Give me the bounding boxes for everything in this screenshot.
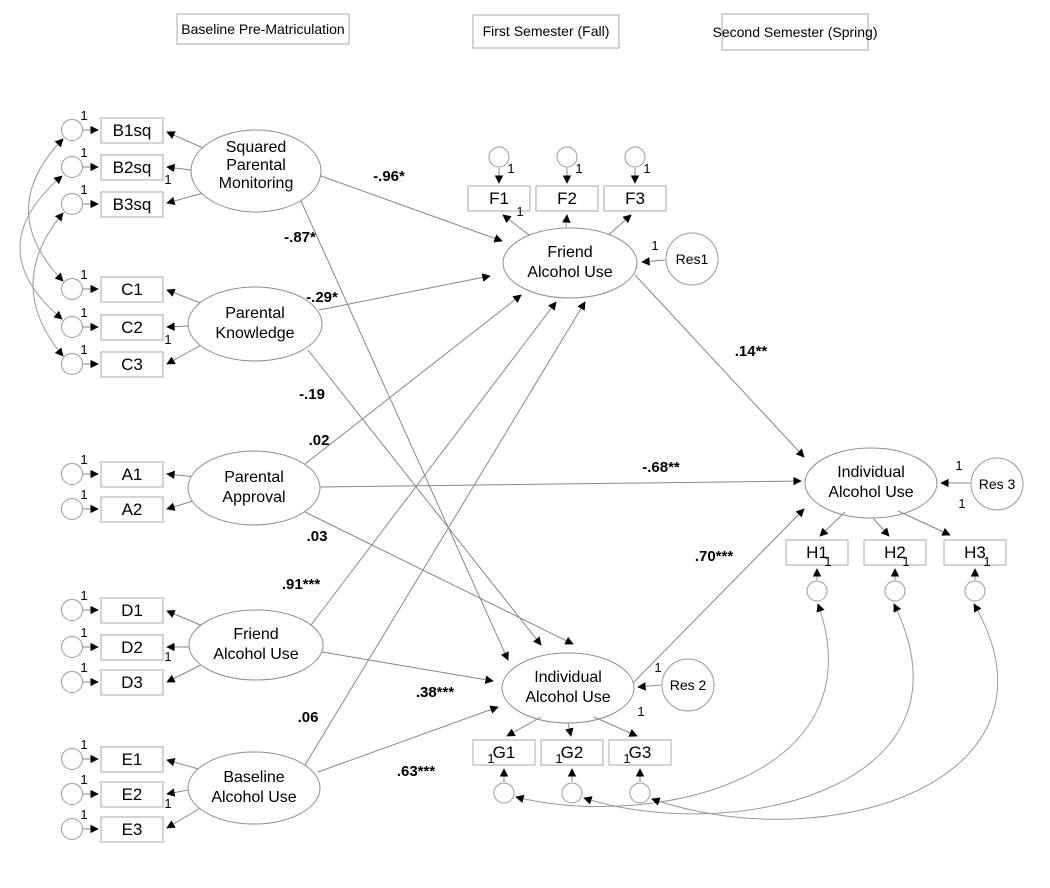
path-pa-to-fau xyxy=(305,295,521,464)
error-circle-a2 xyxy=(62,499,83,520)
indicator-e1-label: E1 xyxy=(121,750,143,769)
loading-spm-b3sq xyxy=(167,193,203,203)
iau-label-line1: Individual xyxy=(534,669,602,686)
error-circle-f3 xyxy=(625,147,645,167)
loading-pk-c2 xyxy=(167,326,188,327)
error-circle-h2 xyxy=(885,581,905,601)
error-circle-e1 xyxy=(62,749,83,770)
path-fau-to-iau2 xyxy=(635,275,804,457)
error-weight-g2: 1 xyxy=(555,751,563,766)
indicators-c xyxy=(62,267,204,377)
pk-label-line2: Knowledge xyxy=(215,325,295,342)
coef-faub-to-iau: .38*** xyxy=(415,684,455,701)
timeline-headers xyxy=(177,14,877,50)
coef-pa-to-iau: .03 xyxy=(306,528,328,545)
error-weight-g3: 1 xyxy=(623,751,631,766)
res3-weight: 1 xyxy=(955,458,963,473)
header-fall: First Semester (Fall) xyxy=(482,23,610,39)
error-weight-c1: 1 xyxy=(80,267,88,282)
error-circle-d3 xyxy=(62,672,83,693)
error-circle-d2 xyxy=(62,637,83,658)
error-circle-c3 xyxy=(62,354,83,375)
coef-pk-to-fau: -.29* xyxy=(306,289,338,306)
path-spm-to-iau xyxy=(301,201,508,660)
indicator-b3sq-label: B3sq xyxy=(112,195,152,214)
error-weight-f1: 1 xyxy=(507,161,515,176)
loading-pk-c1 xyxy=(167,290,203,304)
error-weight-d3: 1 xyxy=(80,660,88,675)
coef-bau-to-fau: .06 xyxy=(297,709,319,726)
pk-label-line1: Parental xyxy=(225,305,285,322)
indicator-c2-label: C2 xyxy=(121,318,143,337)
error-circle-e3 xyxy=(62,819,83,840)
cov-g3err-h3err xyxy=(652,604,998,819)
error-weight-h1: 1 xyxy=(824,554,832,569)
cov-b3err-c3err xyxy=(33,213,63,356)
indicator-d1-label: D1 xyxy=(121,601,143,620)
indicator-e3-label: E3 xyxy=(121,820,143,839)
error-weight-f3: 1 xyxy=(643,161,651,176)
latent-friend-alcohol-use-baseline xyxy=(189,610,323,680)
error-weight-a2: 1 xyxy=(80,487,88,502)
faub-label-line2: Alcohol Use xyxy=(213,646,299,663)
bau-label-line2: Alcohol Use xyxy=(211,789,297,806)
loading-bau-e1 xyxy=(167,760,202,770)
latent-parental-approval xyxy=(188,451,320,525)
loading-iau-g3 xyxy=(594,717,637,736)
indicator-f2-label: F2 xyxy=(557,189,577,208)
path-pk-to-fau xyxy=(319,276,490,310)
coef-pk-to-iau: -.19 xyxy=(299,386,325,403)
indicator-h1-label: H1 xyxy=(806,543,828,562)
indicator-b1sq-label: B1sq xyxy=(112,121,152,140)
error-weight-h2: 1 xyxy=(902,554,910,569)
error-circle-c1 xyxy=(62,279,83,300)
indicators-d xyxy=(62,588,204,695)
error-circle-b1sq xyxy=(62,120,83,141)
faub-label-line1: Friend xyxy=(233,626,279,643)
error-circle-h3 xyxy=(965,581,985,601)
error-circle-g1 xyxy=(494,783,514,803)
bau-label-line1: Baseline xyxy=(223,769,285,786)
loading-iau2-h3 xyxy=(898,511,950,535)
indicator-c3-label: C3 xyxy=(121,355,143,374)
latent-individual-alcohol-use-spring xyxy=(805,448,937,518)
res1-arrow xyxy=(642,260,665,262)
path-pa-to-iau xyxy=(305,512,573,644)
error-weight-b3sq: 1 xyxy=(80,182,88,197)
coef-pa-to-iau2: -.68** xyxy=(642,459,680,476)
header-spring: Second Semester (Spring) xyxy=(712,24,878,40)
res2-weight: 1 xyxy=(654,660,662,675)
error-weight-c3: 1 xyxy=(80,342,88,357)
indicator-g2-label: G2 xyxy=(560,743,584,762)
indicator-a2-label: A2 xyxy=(121,500,143,519)
coef-spm-to-iau: -.87* xyxy=(284,229,316,246)
path-pa-to-iau2 xyxy=(320,481,801,487)
error-circle-b2sq xyxy=(62,157,83,178)
error-circle-e2 xyxy=(62,784,83,805)
error-weight-f2: 1 xyxy=(575,161,583,176)
header-baseline: Baseline Pre-Matriculation xyxy=(181,21,345,37)
error-weight-e2: 1 xyxy=(80,772,88,787)
coef-spm-to-fau: -.96* xyxy=(373,168,405,185)
loading-iau-g1 xyxy=(507,717,541,736)
latent-individual-alcohol-use-fall xyxy=(502,653,634,723)
loading-iau-g2 xyxy=(568,723,571,736)
spm-label-line1: Squared xyxy=(225,139,287,156)
iau-label-line2: Alcohol Use xyxy=(525,689,611,706)
coef-pa-to-fau: .02 xyxy=(308,432,330,449)
error-weight-h3: 1 xyxy=(983,554,991,569)
error-weight-d1: 1 xyxy=(80,588,88,603)
fau-label-line2: Alcohol Use xyxy=(527,264,613,281)
error-circle-g3 xyxy=(630,783,650,803)
fau-label-line1: Friend xyxy=(547,244,593,261)
error-circle-f2 xyxy=(557,147,577,167)
coef-bau-to-iau: .63*** xyxy=(396,763,436,780)
fixed-loading-h3: 1 xyxy=(958,496,966,511)
fixed-loading-b2sq: 1 xyxy=(164,172,172,187)
loading-iau2-h2 xyxy=(873,518,889,536)
pa-label-line1: Parental xyxy=(224,469,284,486)
res2-arrow xyxy=(638,685,661,687)
residual-res2-label: Res 2 xyxy=(669,677,707,693)
iau2-label-line2: Alcohol Use xyxy=(828,484,914,501)
bc-error-covariances xyxy=(20,139,63,356)
error-weight-e1: 1 xyxy=(80,737,88,752)
indicator-g1-label: G1 xyxy=(492,743,516,762)
coef-iau-to-iau2: .70*** xyxy=(694,548,734,565)
indicator-d2-label: D2 xyxy=(121,638,143,657)
path-iau-to-iau2 xyxy=(633,509,804,683)
indicators-b xyxy=(62,108,204,217)
spm-label-line3: Monitoring xyxy=(218,175,294,192)
indicator-g3-label: G3 xyxy=(628,743,652,762)
path-faub-to-iau xyxy=(322,652,493,681)
fixed-loading-e2: 1 xyxy=(164,796,172,811)
loading-fau-f2 xyxy=(566,215,567,227)
residual-res1-label: Res1 xyxy=(675,251,709,267)
latent-baseline-alcohol-use xyxy=(188,752,320,824)
indicator-c1-label: C1 xyxy=(121,280,143,299)
indicator-d3-label: D3 xyxy=(121,673,143,692)
indicator-e2-label: E2 xyxy=(121,785,143,804)
latent-friend-alcohol-use-fall xyxy=(503,228,637,298)
fixed-loading-f1: 1 xyxy=(516,204,524,219)
res1-weight: 1 xyxy=(651,238,659,253)
indicator-a1-label: A1 xyxy=(121,465,143,484)
indicator-b2sq-label: B2sq xyxy=(112,158,152,177)
loading-bau-e2 xyxy=(167,790,188,794)
indicator-f1-label: F1 xyxy=(489,189,509,208)
indicators-e xyxy=(62,737,203,842)
error-circle-b3sq xyxy=(62,194,83,215)
coef-fau-to-iau2: .14** xyxy=(734,343,768,360)
indicator-h2-label: H2 xyxy=(884,543,906,562)
path-faub-to-fau xyxy=(308,302,556,625)
indicators-a xyxy=(62,452,197,522)
error-weight-b2sq: 1 xyxy=(80,145,88,160)
loading-iau2-h1 xyxy=(820,512,845,536)
loading-pk-c3 xyxy=(167,344,203,364)
error-weight-g1: 1 xyxy=(487,751,495,766)
error-weight-d2: 1 xyxy=(80,625,88,640)
error-weight-b1sq: 1 xyxy=(80,108,88,123)
error-weight-a1: 1 xyxy=(80,452,88,467)
coef-faub-to-fau: .91*** xyxy=(281,576,321,593)
error-circle-a1 xyxy=(62,464,83,485)
fall-individual-alcohol-use-block xyxy=(473,653,714,803)
error-circle-f1 xyxy=(489,147,509,167)
fixed-loading-c2: 1 xyxy=(164,332,172,347)
cov-g2err-h2err xyxy=(584,604,913,814)
error-circle-h1 xyxy=(807,581,827,601)
fall-friend-alcohol-use-block xyxy=(468,147,718,298)
fixed-loading-g3: 1 xyxy=(637,704,645,719)
indicator-f3-label: F3 xyxy=(625,189,645,208)
indicator-h3-label: H3 xyxy=(964,543,986,562)
loading-spm-b1sq xyxy=(167,132,203,148)
loading-bau-e3 xyxy=(167,807,202,828)
error-circle-d1 xyxy=(62,600,83,621)
cov-b1err-c1err xyxy=(29,139,64,281)
loading-faub-d3 xyxy=(167,664,203,682)
error-circle-g2 xyxy=(562,783,582,803)
residual-res3-label: Res 3 xyxy=(978,476,1016,492)
pa-label-line2: Approval xyxy=(222,489,286,506)
error-weight-e3: 1 xyxy=(80,807,88,822)
loading-spm-b2sq xyxy=(167,167,191,170)
iau2-label-line1: Individual xyxy=(837,464,905,481)
error-weight-c2: 1 xyxy=(80,305,88,320)
fixed-loading-d2: 1 xyxy=(164,649,172,664)
spring-individual-alcohol-use-block xyxy=(786,448,1023,601)
path-pk-to-iau xyxy=(308,350,541,645)
latent-parental-knowledge xyxy=(188,287,322,361)
error-circle-c2 xyxy=(62,317,83,338)
spm-label-line2: Parental xyxy=(226,157,286,174)
loading-faub-d1 xyxy=(167,611,203,626)
